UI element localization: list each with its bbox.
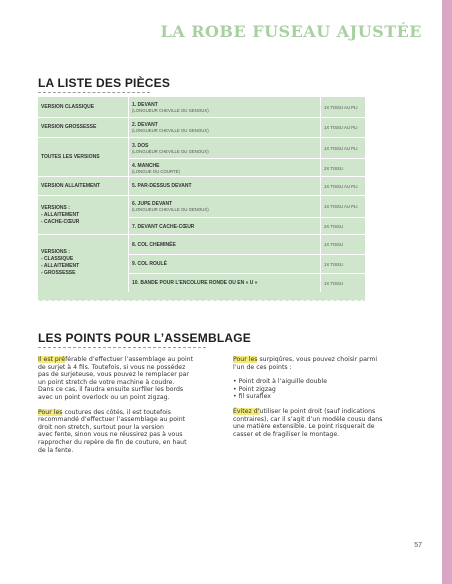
table-row (38, 176, 365, 195)
version-label: - ALLAITEMENT (41, 211, 80, 218)
version-label: - ALLAITEMENT (41, 263, 80, 269)
table-row-group (38, 137, 365, 176)
version-label: - GROSSESSE (41, 270, 76, 276)
fabric-quantity: 1X TISSU (324, 280, 344, 286)
fabric-cell (320, 97, 365, 117)
fabric-cell (320, 273, 365, 292)
fabric-cell (320, 217, 365, 235)
table-row (38, 117, 365, 137)
piece-name: 3. DOS (132, 142, 149, 149)
stitch-options-list (233, 378, 419, 401)
fabric-quantity: 2X TISSU (324, 165, 344, 171)
piece-cell (128, 97, 320, 117)
piece-detail: (LONGUEUR CHEVILLE OU GENOUX) (132, 207, 209, 212)
version-cell (38, 235, 128, 291)
version-label: VERSION ALLAITEMENT (41, 182, 100, 189)
piece-cell (128, 196, 320, 217)
piece-name: 2. DEVANT (132, 122, 158, 128)
spacer (38, 402, 224, 409)
fabric-quantity: 1X TISSU AU PLI (324, 104, 358, 110)
version-label: TOUTES LES VERSIONS (41, 153, 100, 160)
highlighted-text: Évitez d’ (233, 407, 260, 415)
pieces-table (38, 97, 365, 300)
table-row-group (38, 234, 365, 291)
spacer (233, 401, 419, 408)
pieces-section-title: LA LISTE DES PIÈCES (38, 76, 171, 90)
version-label: VERSIONS : (41, 249, 70, 255)
piece-name: 10. BANDE POUR L’ENCOLURE RONDE OU EN « U » (132, 280, 258, 286)
piece-name: 6. JUPE DEVANT (132, 201, 173, 207)
version-cell (38, 196, 128, 234)
text-line: avec fente, sinon vous ne réussirez pas à vous (38, 431, 183, 439)
piece-cell (128, 158, 320, 177)
assembly-paragraph (233, 356, 419, 371)
piece-detail: (LONGUE OU COURTE) (132, 168, 180, 174)
page-number: 57 (414, 542, 422, 549)
piece-name: 9. COL ROULÉ (132, 261, 167, 267)
piece-name: 7. DEVANT CACHE-CŒUR (132, 223, 195, 230)
highlighted-text: Pour les (38, 408, 63, 416)
piece-cell (128, 177, 320, 195)
side-color-bar (442, 0, 452, 584)
text-line: surpiqûres, vous pouvez choisir parmi (257, 356, 378, 363)
piece-cell (128, 273, 320, 292)
version-label: VERSIONS : (41, 204, 70, 211)
piece-name: 5. PAR-DESSUS DEVANT (132, 183, 192, 189)
page-title: LA ROBE FUSEAU AJUSTÉE (160, 22, 422, 41)
version-label: VERSION CLASSIQUE (41, 103, 95, 110)
version-cell (38, 138, 128, 176)
assembly-paragraph (233, 408, 419, 438)
fabric-cell (320, 196, 365, 217)
text-line: contraires), car il s’agit d’un modèle cousu dans (233, 415, 383, 423)
fabric-quantity: 1X TISSU (324, 261, 344, 267)
piece-cell (128, 217, 320, 235)
list-item: • fil suraflex (233, 393, 271, 401)
version-label: - CACHE-CŒUR (41, 218, 80, 225)
fabric-cell (320, 118, 365, 137)
fabric-quantity: 1X TISSU AU PLI (324, 204, 358, 209)
text-line: une matière extensible. Le point risquerait de (233, 423, 375, 431)
piece-cell (128, 254, 320, 273)
piece-cell (128, 138, 320, 158)
text-line: droit non stretch, surtout pour la version (38, 423, 164, 431)
highlighted-text: Pour les (233, 356, 258, 363)
text-line: férable d’effectuer l’assemblage au point (65, 356, 194, 363)
piece-name: 8. COL CHEMINÉE (132, 241, 176, 248)
highlighted-text: Il est pré (38, 356, 66, 363)
assembly-paragraph (38, 409, 224, 455)
fabric-quantity: 1X TISSU AU PLI (324, 183, 358, 189)
piece-detail: (LONGUEUR CHEVILLE OU GENOUX) (132, 107, 209, 113)
text-line: de surjet à 4 fils. Toutefois, si vous ne possédez (38, 363, 186, 371)
assembly-left-column (38, 356, 224, 454)
fabric-quantity: 1X TISSU AU PLI (324, 145, 358, 151)
text-line: un point stretch de votre machine à coudre. (38, 378, 175, 386)
assembly-paragraph (38, 356, 224, 402)
piece-detail: (LONGUEUR CHEVILLE OU GENOUX) (132, 148, 209, 154)
piece-cell (128, 235, 320, 254)
fabric-cell (320, 254, 365, 273)
piece-name: 4. MANCHE (132, 162, 160, 169)
text-line: coutures des côtés, il est toutefois (62, 408, 171, 416)
piece-detail: (LONGUEUR CHEVILLE OU GENOUX) (132, 128, 209, 133)
version-cell (38, 118, 128, 137)
text-line: de la fente. (38, 446, 74, 454)
assembly-right-column (233, 356, 419, 438)
version-label: VERSION GROSSESSE (41, 124, 97, 130)
text-line: casser et de fragiliser le montage. (233, 430, 340, 438)
assembly-title-divider (38, 347, 206, 348)
fabric-quantity: 2X TISSU (324, 224, 344, 229)
fabric-cell (320, 158, 365, 177)
list-item: • Point zigzag (233, 385, 276, 393)
assembly-section-title: LES POINTS POUR L’ASSEMBLAGE (38, 331, 251, 345)
piece-cell (128, 118, 320, 137)
text-line: Dans ce cas, il faudra ensuite surfiler les bords (38, 386, 184, 394)
text-line: rapprocher du repère de fin de couture, en haut (38, 438, 187, 446)
fabric-cell (320, 235, 365, 254)
fabric-quantity: 1X TISSU AU PLI (324, 125, 358, 130)
table-row-group (38, 195, 365, 234)
version-cell (38, 97, 128, 117)
version-label: - CLASSIQUE (41, 256, 74, 262)
fabric-cell (320, 177, 365, 195)
fabric-cell (320, 138, 365, 158)
version-cell (38, 177, 128, 195)
text-line: pas de surjeteuse, vous pouvez le remplacer par (38, 371, 189, 379)
piece-name: 1. DEVANT (132, 101, 158, 108)
pieces-title-divider (38, 92, 150, 93)
table-row (38, 97, 365, 117)
text-line: recommandé d’effectuer l’assemblage au point (38, 416, 186, 424)
text-line: l’un de ces points : (233, 363, 292, 371)
fabric-quantity: 1X TISSU (324, 242, 344, 247)
text-line: avec un point overlock ou un point zigzag. (38, 393, 170, 401)
text-line: utiliser le point droit (sauf indications (259, 407, 376, 415)
list-item: • Point droit à l’aiguille double (233, 378, 328, 386)
